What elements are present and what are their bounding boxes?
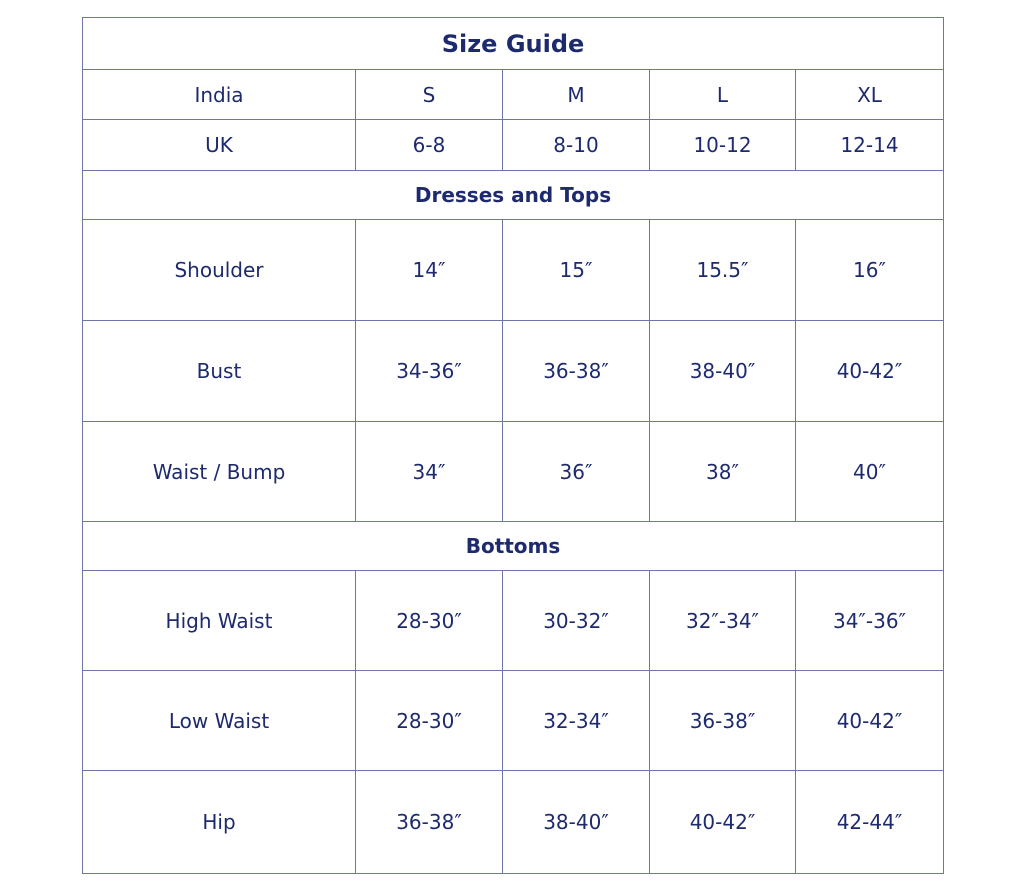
measurement-row-bust (83, 321, 944, 422)
row-label-waist-bump: Waist / Bump (83, 422, 356, 522)
measurement-cell: 32-34″ (503, 671, 650, 771)
size-row-india (83, 70, 944, 120)
size-cell: 12-14 (796, 120, 944, 171)
measurement-cell: 40-42″ (796, 671, 944, 771)
measurement-cell: 40-42″ (650, 771, 796, 874)
measurement-row-shoulder (83, 220, 944, 321)
measurement-cell: 40″ (796, 422, 944, 522)
measurement-cell: 28-30″ (356, 571, 503, 671)
measurement-cell: 15.5″ (650, 220, 796, 321)
measurement-cell: 36-38″ (503, 321, 650, 422)
measurement-cell: 38″ (650, 422, 796, 522)
measurement-cell: 36″ (503, 422, 650, 522)
measurement-row-hip (83, 771, 944, 874)
measurement-cell: 32″-34″ (650, 571, 796, 671)
section-title-dresses-tops: Dresses and Tops (83, 171, 944, 220)
row-label-india: India (83, 70, 356, 120)
size-guide-table (82, 17, 944, 874)
row-label-hip: Hip (83, 771, 356, 874)
section-title-bottoms: Bottoms (83, 522, 944, 571)
measurement-cell: 34″-36″ (796, 571, 944, 671)
measurement-cell: 15″ (503, 220, 650, 321)
row-label-bust: Bust (83, 321, 356, 422)
size-cell: M (503, 70, 650, 120)
title-row (83, 18, 944, 70)
size-cell: 10-12 (650, 120, 796, 171)
size-cell: L (650, 70, 796, 120)
size-row-uk (83, 120, 944, 171)
measurement-cell: 38-40″ (650, 321, 796, 422)
measurement-cell: 14″ (356, 220, 503, 321)
measurement-cell: 38-40″ (503, 771, 650, 874)
size-cell: 6-8 (356, 120, 503, 171)
measurement-cell: 36-38″ (650, 671, 796, 771)
section-header-row (83, 522, 944, 571)
row-label-low-waist: Low Waist (83, 671, 356, 771)
measurement-row-low-waist (83, 671, 944, 771)
row-label-shoulder: Shoulder (83, 220, 356, 321)
size-cell: XL (796, 70, 944, 120)
measurement-cell: 42-44″ (796, 771, 944, 874)
measurement-cell: 30-32″ (503, 571, 650, 671)
measurement-cell: 40-42″ (796, 321, 944, 422)
section-header-row (83, 171, 944, 220)
row-label-uk: UK (83, 120, 356, 171)
size-cell: S (356, 70, 503, 120)
size-cell: 8-10 (503, 120, 650, 171)
measurement-cell: 36-38″ (356, 771, 503, 874)
measurement-cell: 16″ (796, 220, 944, 321)
table-title: Size Guide (83, 18, 944, 70)
measurement-cell: 34″ (356, 422, 503, 522)
measurement-cell: 34-36″ (356, 321, 503, 422)
measurement-cell: 28-30″ (356, 671, 503, 771)
measurement-row-high-waist (83, 571, 944, 671)
measurement-row-waist-bump (83, 422, 944, 522)
row-label-high-waist: High Waist (83, 571, 356, 671)
